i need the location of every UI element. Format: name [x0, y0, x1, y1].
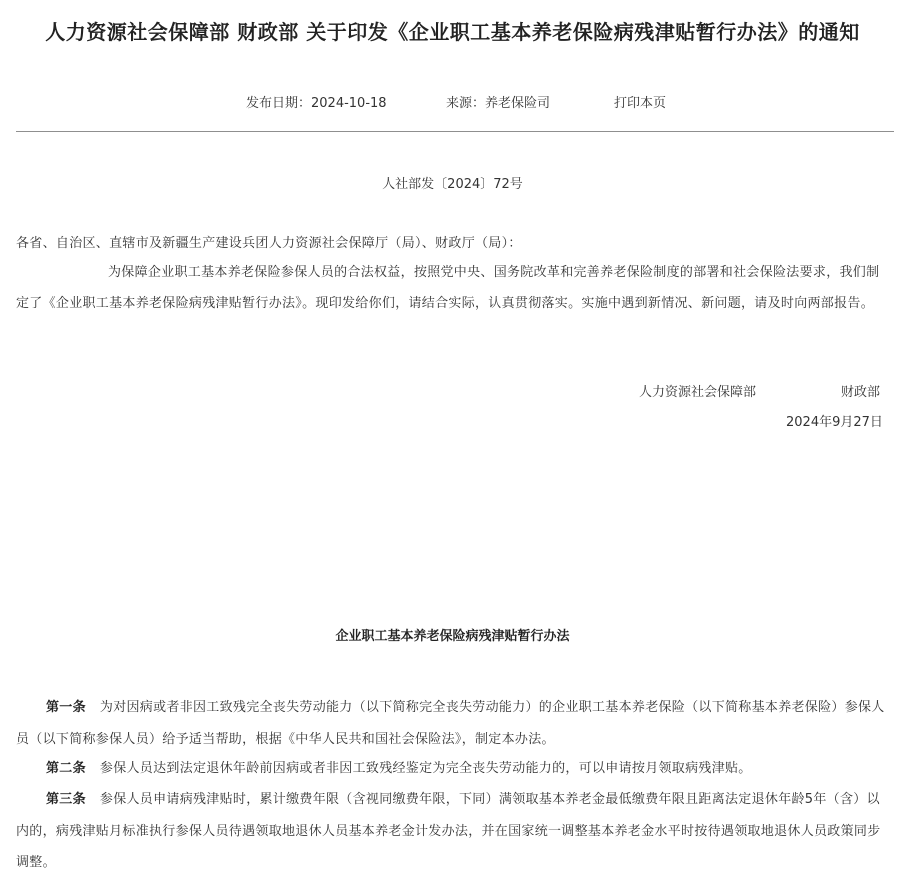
header-divider — [16, 131, 894, 132]
attachment-title: 企业职工基本养老保险病残津贴暂行办法 — [335, 629, 570, 644]
article-text: 参保人员申请病残津贴时，累计缴费年限（含视同缴费年限，下同）满领取基本养老金最低缴费年限且距离法定退休年龄5年（含）以内的，病残津贴月标准执行参保人员待遇领取地退休人员基本养老金计发办法，并在国家统一调整基本养老金水平时按待遇领取地退休人员政策同步调整。 — [16, 792, 881, 870]
page-title: 人力资源社会保障部 财政部 关于印发《企业职工基本养老保险病残津贴暂行办法》的通知 — [45, 20, 860, 44]
intro-paragraph: 为保障企业职工基本养老保险参保人员的合法权益，按照党中央、国务院改革和完善养老保险制度的部署和社会保险法要求，我们制定了《企业职工基本养老保险病残津贴暂行办法》。现印发给你们，请结合实际，认真贯彻落实。实施中遇到新情况、新问题，请及时向两部报告。 — [16, 265, 880, 311]
document-number: 人社部发〔2024〕72号 — [382, 177, 523, 192]
article-label: 第三条 — [46, 792, 86, 807]
article-text: 为对因病或者非因工致残完全丧失劳动能力（以下简称完全丧失劳动能力）的企业职工基本养老保险（以下简称基本养老保险）参保人员（以下简称参保人员）给予适当帮助，根据《中华人民共和国社会保险法》，制定本办法。 — [16, 700, 885, 747]
article-label: 第一条 — [46, 700, 86, 715]
article-2 — [16, 753, 888, 785]
publish-date: 发布日期：2024-10-18 — [246, 96, 387, 111]
source-label: 来源：养老保险司 — [446, 96, 551, 111]
print-button[interactable]: 打印本页 — [614, 96, 667, 111]
signer-mohrss: 人力资源社会保障部 — [639, 385, 757, 400]
salutation: 各省、自治区、直辖市及新疆生产建设兵团人力资源社会保障厅（局）、财政厅（局）： — [16, 236, 522, 251]
article-1 — [16, 692, 888, 755]
article-text: 参保人员达到法定退休年龄前因病或者非因工致残经鉴定为完全丧失劳动能力的，可以申请按月领取病残津贴。 — [99, 761, 752, 776]
sign-date: 2024年9月27日 — [786, 415, 883, 430]
article-3 — [16, 784, 888, 879]
article-label: 第二条 — [46, 761, 86, 776]
signer-mof: 财政部 — [841, 385, 881, 400]
